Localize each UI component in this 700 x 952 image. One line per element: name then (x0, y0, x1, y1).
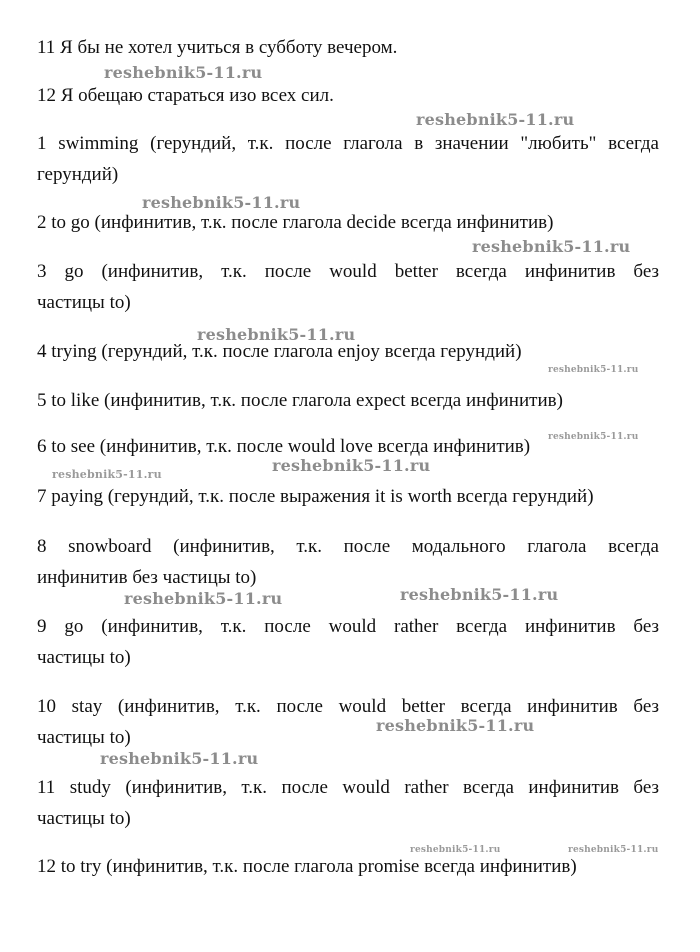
watermark: reshebnik5-11.ru (100, 749, 259, 768)
watermark: reshebnik5-11.ru (410, 845, 501, 855)
answer-5: 5 to like (инфинитив, т.к. после глагола expect всегда инфинитив) (37, 390, 563, 411)
watermark: reshebnik5-11.ru (376, 716, 535, 735)
watermark: reshebnik5-11.ru (472, 237, 631, 256)
answer-11-line-1: 11 study (инфинитив, т.к. после would rather всегда инфинитив без (37, 777, 659, 798)
answer-9 (37, 611, 659, 673)
answer-2: 2 to go (инфинитив, т.к. после глагола decide всегда инфинитив) (37, 212, 554, 233)
answer-10-line-2: частицы to) (37, 727, 131, 748)
answer-7: 7 paying (герундий, т.к. после выражения it is worth всегда герундий) (37, 486, 594, 507)
watermark: reshebnik5-11.ru (124, 589, 283, 608)
answer-1 (37, 128, 659, 190)
watermark: reshebnik5-11.ru (52, 468, 162, 481)
answer-10-line-1: 10 stay (инфинитив, т.к. после would better всегда инфинитив без (37, 696, 659, 717)
watermark: reshebnik5-11.ru (272, 456, 431, 475)
answer-4: 4 trying (герундий, т.к. после глагола enjoy всегда герундий) (37, 341, 522, 362)
answer-9-line-1: 9 go (инфинитив, т.к. после would rather всегда инфинитив без (37, 616, 659, 637)
watermark: reshebnik5-11.ru (548, 365, 639, 375)
answer-11-line-2: частицы to) (37, 808, 131, 829)
answer-11 (37, 772, 659, 834)
watermark: reshebnik5-11.ru (416, 110, 575, 129)
answer-8-line-1: 8 snowboard (инфинитив, т.к. после модального глагола всегда (37, 536, 659, 557)
answer-1-line-2: герундий) (37, 164, 119, 185)
answer-6: 6 to see (инфинитив, т.к. после would love всегда инфинитив) (37, 436, 531, 457)
answer-3-line-2: частицы to) (37, 292, 131, 313)
answer-9-line-2: частицы to) (37, 647, 131, 668)
answer-8-line-2: инфинитив без частицы to) (37, 567, 257, 588)
watermark: reshebnik5-11.ru (197, 325, 356, 344)
answer-1-line-1: 1 swimming (герундий, т.к. после глагола в значении "любить" всегда (37, 133, 659, 154)
answer-8 (37, 531, 659, 593)
watermark: reshebnik5-11.ru (568, 845, 659, 855)
answer-3-line-1: 3 go (инфинитив, т.к. после would better всегда инфинитив без (37, 261, 659, 282)
answer-3 (37, 256, 659, 318)
sentence-12: 12 Я обещаю стараться изо всех сил. (37, 85, 334, 106)
sentence-11: 11 Я бы не хотел учиться в субботу вечером. (37, 37, 398, 58)
watermark: reshebnik5-11.ru (400, 585, 559, 604)
watermark: reshebnik5-11.ru (142, 193, 301, 212)
watermark: reshebnik5-11.ru (104, 63, 263, 82)
answer-10 (37, 691, 659, 753)
answer-12: 12 to try (инфинитив, т.к. после глагола promise всегда инфинитив) (37, 856, 577, 877)
watermark: reshebnik5-11.ru (548, 432, 639, 442)
